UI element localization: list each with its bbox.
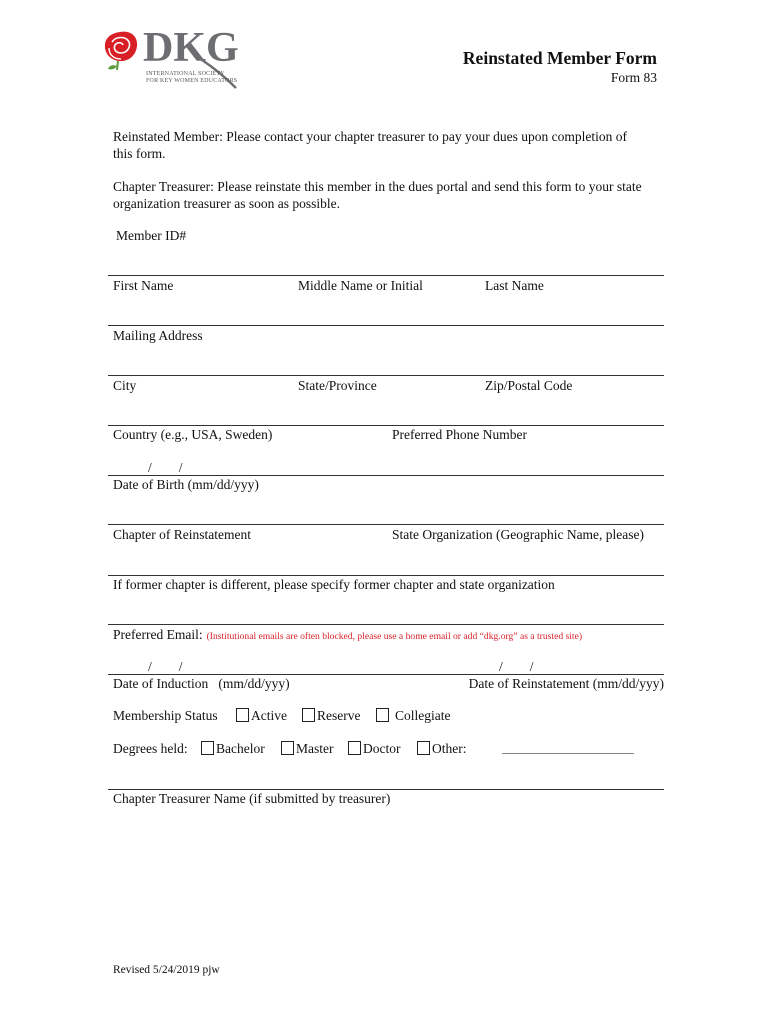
logo-tagline-1: INTERNATIONAL SOCIETY <box>146 71 225 77</box>
treasurer-instruction-line1: Chapter Treasurer: Please reinstate this member in the dues portal and send this form to your state <box>113 179 642 194</box>
email-row <box>113 626 582 644</box>
mailing-address-label: Mailing Address <box>113 328 203 343</box>
degree-other-label: Other: <box>432 741 467 756</box>
city-label: City <box>113 378 137 393</box>
status-reserve-label: Reserve <box>317 708 361 723</box>
form-number: Form 83 <box>610 70 657 85</box>
reinstatement-label: Date of Reinstatement (mm/dd/yyy) <box>468 676 664 691</box>
last-name-label: Last Name <box>485 278 544 293</box>
degree-doctor-label: Doctor <box>363 741 401 756</box>
email-label: Preferred Email: <box>113 627 203 642</box>
degree-master-label: Master <box>296 741 334 756</box>
chapter-label: Chapter of Reinstatement <box>113 527 251 542</box>
rose-icon <box>100 28 142 72</box>
degree-other-checkbox[interactable] <box>417 741 430 755</box>
degree-bachelor-checkbox[interactable] <box>201 741 214 755</box>
degree-other-blank[interactable]: ________________________ <box>502 743 634 755</box>
email-note: (Institutional emails are often blocked, please use a home email or add “dkg.org” as a trusted site) <box>206 631 583 642</box>
country-label: Country (e.g., USA, Sweden) <box>113 427 273 442</box>
status-reserve-checkbox[interactable] <box>302 708 315 722</box>
email-line[interactable] <box>108 624 664 625</box>
degrees-label: Degrees held: <box>113 741 188 756</box>
treasurer-instruction-line2: organization treasurer as soon as possible. <box>113 196 340 211</box>
dob-line[interactable] <box>108 475 664 476</box>
status-collegiate-checkbox[interactable] <box>376 708 389 722</box>
member-instruction-line2: this form. <box>113 146 166 161</box>
member-instruction-line1: Reinstated Member: Please contact your chapter treasurer to pay your dues upon completion of <box>113 129 627 144</box>
status-collegiate-label: Collegiate <box>395 708 451 723</box>
logo-tagline-2: FOR KEY WOMEN EDUCATORS <box>146 78 238 84</box>
member-id-line[interactable] <box>108 275 664 276</box>
form-title: Reinstated Member Form <box>462 48 657 68</box>
chapter-line[interactable] <box>108 524 664 525</box>
degree-doctor-checkbox[interactable] <box>348 741 361 755</box>
phone-label: Preferred Phone Number <box>392 427 527 442</box>
member-id-label: Member ID# <box>116 228 187 243</box>
mailing-address-line[interactable] <box>108 325 664 326</box>
country-line[interactable] <box>108 425 664 426</box>
treasurer-name-label: Chapter Treasurer Name (if submitted by treasurer) <box>113 791 391 806</box>
former-chapter-line[interactable] <box>108 575 664 576</box>
membership-status-label: Membership Status <box>113 708 218 723</box>
status-active-label: Active <box>251 708 287 723</box>
treasurer-name-line[interactable] <box>108 789 664 790</box>
reinstatement-slashes: / / <box>499 659 534 674</box>
degree-bachelor-label: Bachelor <box>216 741 265 756</box>
city-line[interactable] <box>108 375 664 376</box>
former-chapter-label: If former chapter is different, please specify former chapter and state organization <box>113 577 555 592</box>
state-province-label: State/Province <box>298 378 377 393</box>
logo-wordmark: DKG <box>143 25 239 71</box>
state-org-label: State Organization (Geographic Name, please) <box>392 527 645 542</box>
dob-label: Date of Birth (mm/dd/yyy) <box>113 477 259 492</box>
middle-name-label: Middle Name or Initial <box>298 278 423 293</box>
induction-label: Date of Induction (mm/dd/yyy) <box>113 676 290 691</box>
induction-slashes: / / <box>148 659 183 674</box>
dob-slashes: / / <box>148 460 183 475</box>
zip-label: Zip/Postal Code <box>485 378 573 393</box>
first-name-label: First Name <box>113 278 174 293</box>
dates-line[interactable] <box>108 674 664 675</box>
status-active-checkbox[interactable] <box>236 708 249 722</box>
degree-master-checkbox[interactable] <box>281 741 294 755</box>
revised-note: Revised 5/24/2019 pjw <box>113 964 220 976</box>
